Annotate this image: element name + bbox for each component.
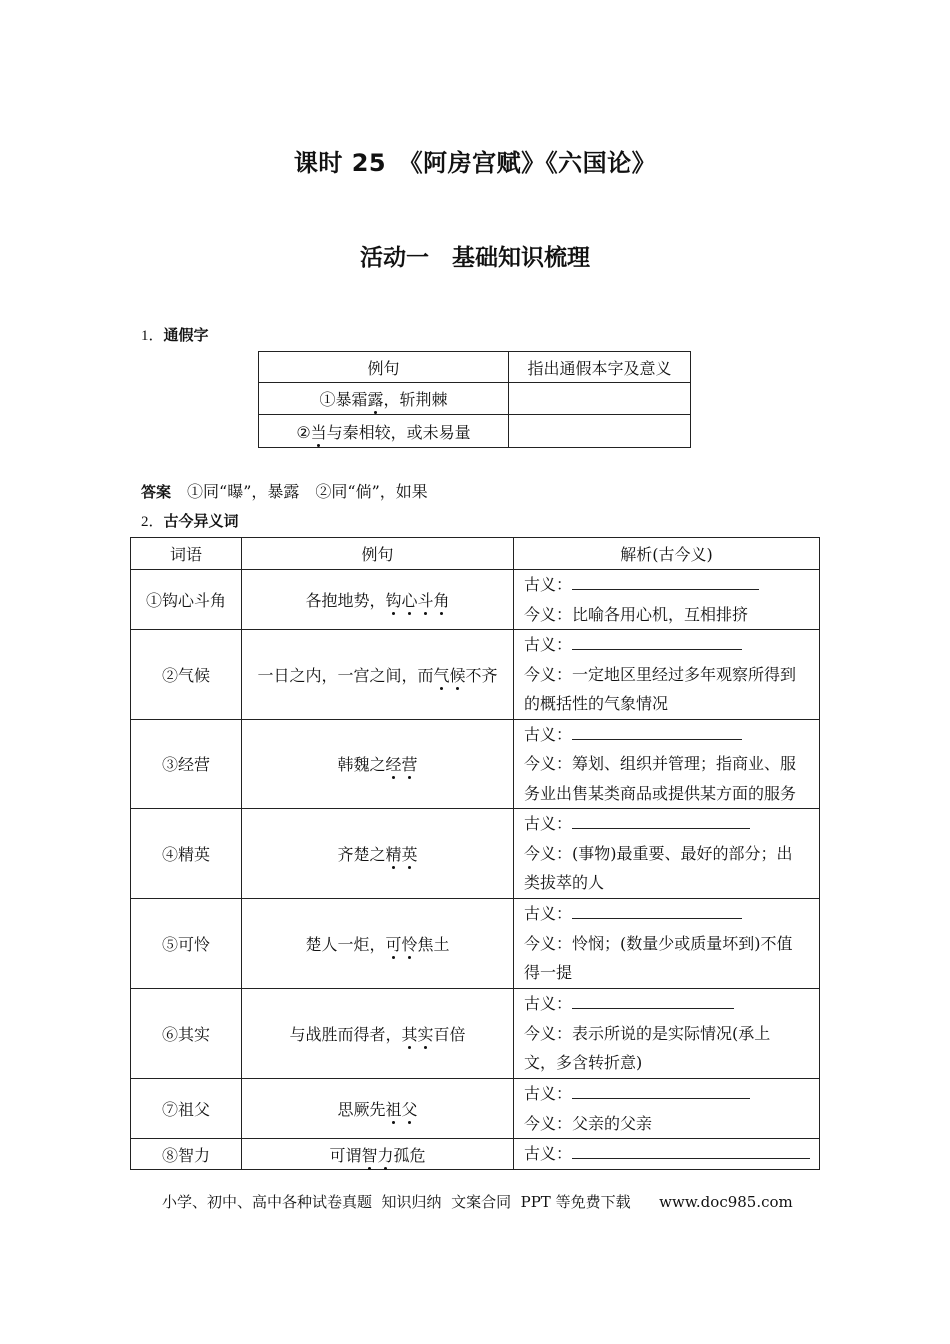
example-sentence: 一日之内，一宫之间，而气候不齐 (242, 630, 514, 720)
example-sentence: 齐楚之精英 (242, 809, 514, 899)
modern-meaning-label: 今义： (524, 604, 573, 624)
fill-in-blank[interactable] (572, 724, 742, 740)
fill-in-blank[interactable] (572, 1083, 750, 1099)
table-row (259, 415, 691, 448)
ancient-meaning-label: 古义： (524, 724, 573, 744)
word-cell: ④精英 (131, 809, 242, 899)
answer-text: ①同“曝”，暴露 ②同“倘”，如果 (187, 482, 428, 501)
table-row (131, 630, 820, 720)
header-analysis: 解析(古今义) (514, 538, 820, 570)
section-title: 通假字 (163, 326, 209, 344)
modern-meaning-text: 得一提 (524, 963, 573, 982)
modern-meaning-text: 务业出售某类商品或提供某方面的服务 (524, 783, 797, 803)
table-row (131, 1139, 820, 1170)
word-cell: ⑧智力 (131, 1139, 242, 1170)
ancient-meaning-label: 古义： (524, 575, 573, 594)
word-cell: ⑦祖父 (131, 1079, 242, 1139)
example-sentence: 与战胜而得者，其实百倍 (242, 989, 514, 1079)
fill-in-blank[interactable] (572, 1143, 810, 1159)
section-number: 1． (141, 328, 164, 344)
answer-label: 答案 (141, 483, 172, 501)
activity-heading: 活动一 基础知识梳理 (360, 245, 590, 271)
table-row (131, 989, 820, 1079)
example-sentence: 韩魏之经营 (242, 719, 514, 809)
modern-meaning-text: 比喻各用心机，互相排挤 (572, 604, 749, 624)
analysis-cell (514, 989, 820, 1079)
ancient-meaning-label: 古义： (524, 1144, 573, 1163)
fill-in-blank[interactable] (572, 993, 734, 1009)
modern-meaning-label: 今义： (524, 754, 573, 773)
section-gujin-heading (141, 510, 239, 531)
word-cell: ③经营 (131, 719, 242, 809)
header-meaning: 指出通假本字及意义 (509, 352, 691, 383)
word-cell: ①钩心斗角 (131, 570, 242, 630)
table-row (131, 899, 820, 989)
ancient-meaning-label: 古义： (524, 635, 573, 654)
tongjia-table (258, 351, 691, 448)
modern-meaning-label: 今义： (524, 933, 573, 953)
ancient-meaning-label: 古义： (524, 814, 573, 833)
answer-cell (509, 383, 691, 415)
answer-cell (509, 415, 691, 448)
gujin-table (130, 537, 820, 1170)
fill-in-blank[interactable] (572, 574, 759, 590)
word-cell: ⑤可怜 (131, 899, 242, 989)
modern-meaning-text: (事物)最重要、最好的部分；出 (572, 843, 793, 863)
analysis-cell (514, 630, 820, 720)
analysis-cell (514, 570, 820, 630)
ancient-meaning-label: 古义： (524, 904, 573, 923)
modern-meaning-label: 今义： (524, 1113, 573, 1133)
example-sentence: ②当与秦相较，或未易量 (259, 415, 509, 448)
section-title: 古今异义词 (163, 512, 239, 530)
modern-meaning-label: 今义： (524, 664, 573, 684)
fill-in-blank[interactable] (572, 903, 742, 919)
example-sentence: 可谓智力孤危 (242, 1139, 514, 1170)
modern-meaning-text: 类拔萃的人 (524, 873, 605, 892)
modern-meaning-text: 怜悯；(数量少或质量坏到)不值 (572, 933, 793, 953)
page-title: 课时 25 《阿房宫赋》《六国论》 (293, 149, 657, 177)
modern-meaning-text: 文，多含转折意) (524, 1053, 643, 1072)
header-example: 例句 (242, 538, 514, 570)
modern-meaning-text: 的概括性的气象情况 (524, 694, 669, 713)
modern-meaning-text: 筹划、组织并管理；指商业、服 (572, 754, 797, 773)
modern-meaning-label: 今义： (524, 1023, 573, 1043)
word-cell: ②气候 (131, 630, 242, 720)
table-row (131, 570, 820, 630)
modern-meaning-text: 表示所说的是实际情况(承上 (572, 1023, 771, 1043)
example-sentence: ①暴霜露，斩荆棘 (259, 383, 509, 415)
header-example: 例句 (259, 352, 509, 383)
modern-meaning-label: 今义： (524, 843, 573, 863)
modern-meaning-text: 父亲的父亲 (572, 1113, 653, 1133)
table-row (259, 383, 691, 415)
fill-in-blank[interactable] (572, 813, 750, 829)
example-sentence: 各抱地势，钩心斗角 (242, 570, 514, 630)
answer-line (141, 479, 428, 502)
analysis-cell (514, 1079, 820, 1139)
analysis-cell (514, 899, 820, 989)
table-row (131, 1079, 820, 1139)
section-tongjia-heading (141, 324, 209, 345)
header-word: 词语 (131, 538, 242, 570)
section-number: 2． (141, 514, 164, 530)
example-sentence: 楚人一炬，可怜焦土 (242, 899, 514, 989)
ancient-meaning-label: 古义： (524, 1084, 573, 1103)
analysis-cell (514, 809, 820, 899)
fill-in-blank[interactable] (572, 634, 742, 650)
footer-text: 小学、初中、高中各种试卷真题 知识归纳 文案合同 PPT 等免费下载 www.doc985.com (162, 1193, 793, 1211)
table-row (131, 809, 820, 899)
example-sentence: 思厥先祖父 (242, 1079, 514, 1139)
word-cell: ⑥其实 (131, 989, 242, 1079)
modern-meaning-text: 一定地区里经过多年观察所得到 (572, 664, 797, 684)
table-row (131, 719, 820, 809)
ancient-meaning-label: 古义： (524, 994, 573, 1013)
analysis-cell (514, 719, 820, 809)
analysis-cell (514, 1139, 820, 1170)
